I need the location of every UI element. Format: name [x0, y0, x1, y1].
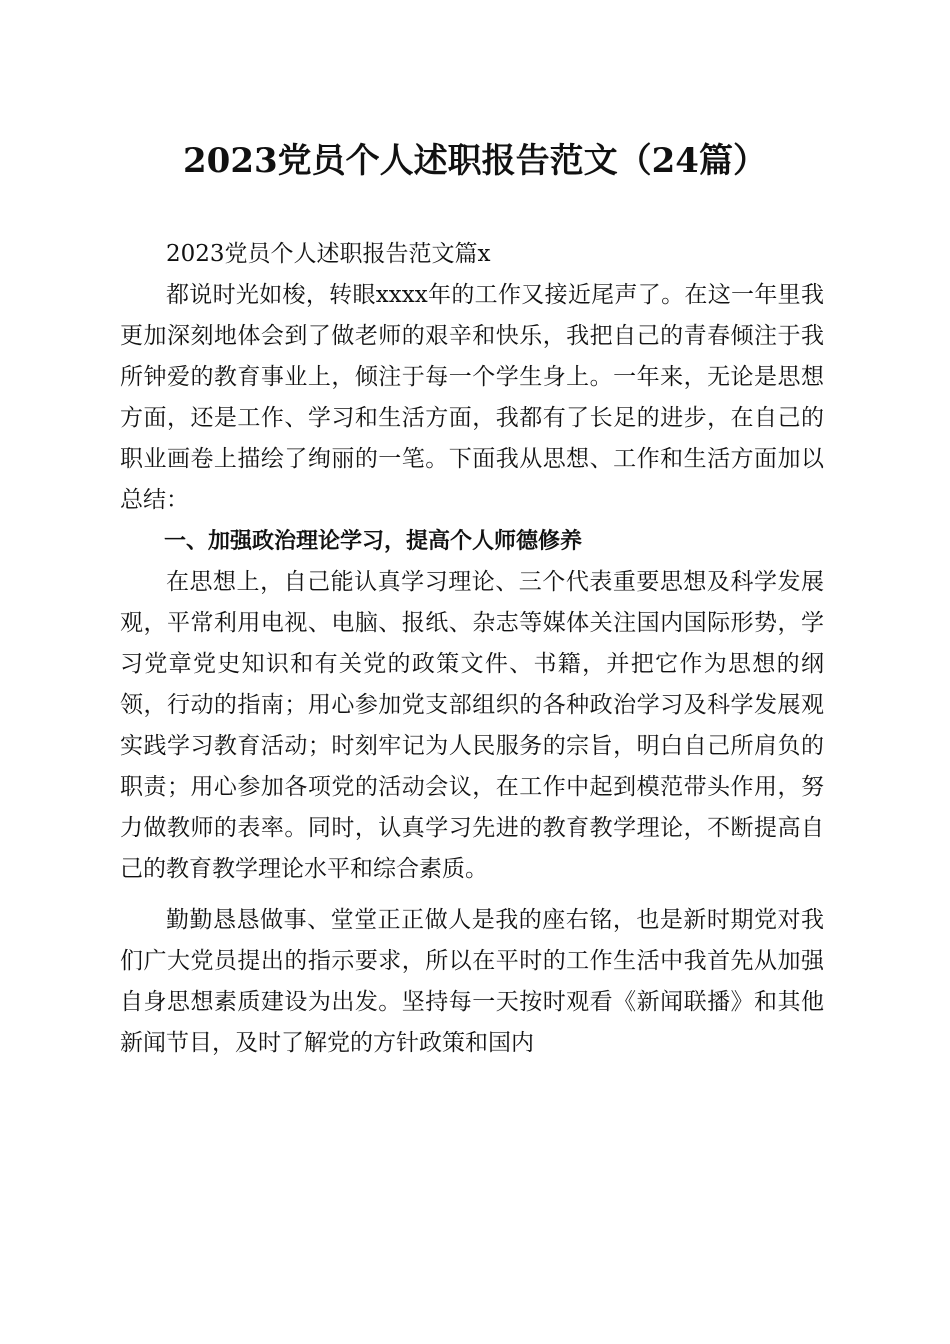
paragraph-thought: 在思想上，自己能认真学习理论、三个代表重要思想及科学发展观，平常利用电视、电脑、报纸、杂志等媒体关注国内国际形势，学习党章党史知识和有关党的政策文件、书籍，并把它作为思想的纲领，行动的指南；用心参加党支部组织的各种政治学习及科学发展观实践学习教育活动；时刻牢记为人民服务的宗旨，明白自己所肩负的职责；用心参加各项党的活动会议，在工作中起到模范带头作用，努力做教师的表率。同时，认真学习先进的教育教学理论，不断提高自己的教育教学理论水平和综合素质。 [120, 569, 824, 882]
paragraph-motto: 勤勤恳恳做事、堂堂正正做人是我的座右铭，也是新时期党对我们广大党员提出的指示要求，所以在平时的工作生活中我首先从加强自身思想素质建设为出发。坚持每一天按时观看《新闻联播》和其他新闻节目，及时了解党的方针政策和国内 [120, 907, 824, 1056]
section-subtitle: 2023党员个人述职报告范文篇x [166, 241, 491, 267]
paragraph-intro: 都说时光如梭，转眼xxxx年的工作又接近尾声了。在这一年里我更加深刻地体会到了做老师的艰辛和快乐，我把自己的青春倾注于我所钟爱的教育事业上，倾注于每一个学生身上。一年来，无论是思想方面，还是工作、学习和生活方面，我都有了长足的进步，在自己的职业画卷上描绘了绚丽的一笔。下面我从思想、工作和生活方面加以总结： [120, 282, 824, 513]
document-title: 2023党员个人述职报告范文（24篇） [183, 141, 767, 181]
document-body [120, 234, 824, 1064]
section-heading-1: 一、加强政治理论学习，提高个人师德修养 [164, 529, 583, 554]
